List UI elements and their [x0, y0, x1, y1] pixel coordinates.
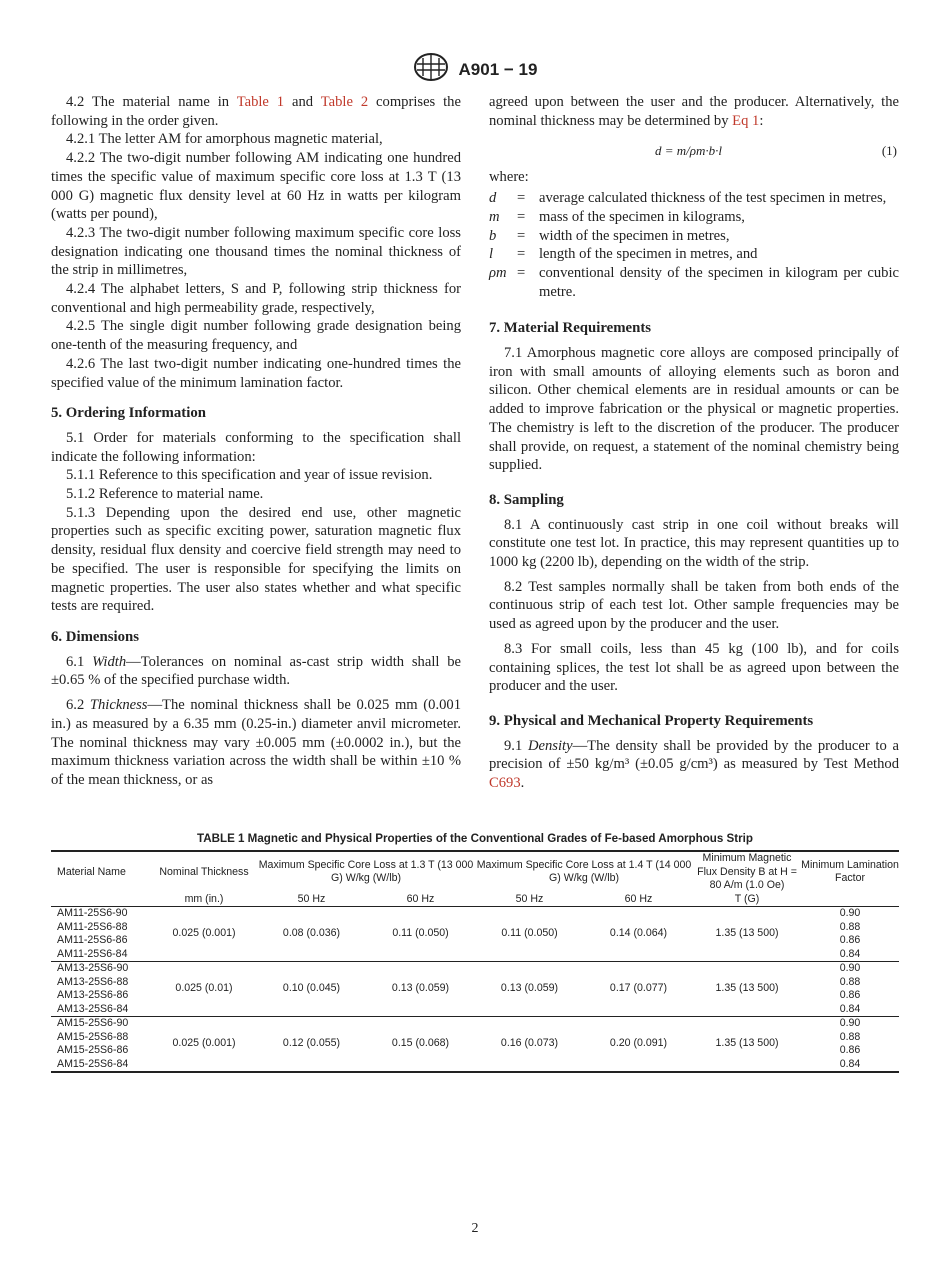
paragraph-5-1-2: 5.1.2 Reference to material name. [66, 486, 264, 503]
paragraph-5-1: 5.1 Order for materials conforming to the specification shall indicate the following information: [51, 429, 461, 465]
table-row: AM13-25S6-84 0.84 [51, 1003, 899, 1017]
paragraph-4-2-1: 4.2.1 The letter AM for amorphous magnetic material, [66, 131, 383, 148]
header-min-flux: Minimum Magnetic Flux Density B at H = 80 A/m (1.0 Oe) [693, 851, 801, 893]
left-column [51, 93, 461, 790]
equation-1 [489, 138, 899, 164]
properties-table [51, 850, 899, 1073]
paragraph-5-1-1: 5.1.1 Reference to this specification and year of issue revision. [66, 467, 433, 484]
header-min-lamination: Minimum Lamination Factor [801, 851, 899, 893]
table-row: AM11-25S6-84 0.84 [51, 948, 899, 962]
table-row: AM11-25S6-86 0.86 [57, 934, 861, 946]
definition-b: b = width of the specimen in metres, [489, 227, 730, 244]
paragraph-8-2: 8.2 Test samples normally shall be taken from both ends of the continuous strip of each test lot. Other sample frequencies may be used as agreed upon by the producer and the user. [489, 578, 899, 633]
header-core-loss-14: Maximum Specific Core Loss at 1.4 T (14 000 G) W/kg (W/lb) [475, 851, 693, 893]
paragraph-7-1: 7.1 Amorphous magnetic core alloys are composed principally of iron with small amounts of alloying elements such as boron and silicon. Other chemical elements are in residual amounts or can be added to improve fabrication or the physical or magnetic properties. The chemistry is left to the discretion of the producer. The producer shall provide, on request, a statement of the nominal chemistry being supplied. [489, 345, 899, 474]
unit-50hz-b: 50 Hz [475, 893, 584, 907]
paragraph-4-2: 4.2 The material name in Table 1 and Table 2 comprises the following in the order given. [51, 94, 461, 129]
section-8-heading: 8. Sampling [489, 491, 564, 508]
page-header [0, 52, 950, 87]
table-row: AM13-25S6-86 0.86 [57, 989, 861, 1001]
section-9-heading: 9. Physical and Mechanical Property Requirements [489, 712, 814, 729]
paragraph-6-2: 6.2 Thickness—The nominal thickness shall be 0.025 mm (0.001 in.) as measured by a 6.35 mm (0.25-in.) diameter anvil micrometer. The nominal thickness may vary ±0.005 mm (±0.0002 in.), but the maximum thickness variation across the width shall be within ±10 % of the mean thickness, or as [51, 697, 461, 788]
definition-d: d = average calculated thickness of the test specimen in metres, [489, 190, 887, 207]
table-row: AM13-25S6-88 0.88 [57, 975, 861, 988]
unit-thickness: mm (in.) [151, 893, 257, 907]
table-1-link[interactable]: Table 1 [236, 94, 285, 110]
page-number: 2 [471, 1221, 479, 1236]
table-2-link[interactable]: Table 2 [320, 94, 369, 110]
definition-rho: ρm = conventional density of the specimen in kilogram per cubic metre. [489, 264, 899, 300]
table-row: AM15-25S6-86 0.86 [57, 1044, 861, 1056]
unit-flux: T (G) [693, 893, 801, 907]
right-column [489, 93, 899, 793]
definition-m: m = mass of the specimen in kilograms, [489, 208, 745, 225]
table-row: AM15-25S6-84 0.84 [51, 1058, 899, 1073]
paragraph-4-2-3: 4.2.3 The two-digit number following maximum specific core loss designation indicating one thousand times the nominal thickness of the strip in millimetres, [51, 224, 461, 279]
paragraph-9-1: 9.1 Density—The density shall be provided by the producer to a precision of ±50 kg/m³ (±0.05 g/cm³) as measured by Test Method C693. [489, 737, 899, 792]
section-5-heading: 5. Ordering Information [51, 405, 206, 422]
c693-link[interactable]: C693 [489, 775, 521, 792]
definition-l: l = length of the specimen in metres, and [489, 246, 758, 263]
paragraph-4-2-5: 4.2.5 The single digit number following grade designation being one-tenth of the measuring frequency, and [51, 318, 461, 354]
paragraph-5-1-3: 5.1.3 Depending upon the desired end use, other magnetic properties such as specific exciting power, saturation magnetic flux density, residual flux density and coercive field strength may need to be specified. The user is responsible for specifying the limits on magnetic properties. The user also states whether and what specific tests are required. [51, 504, 461, 615]
header-material-name: Material Name [51, 851, 151, 893]
header-nominal-thickness: Nominal Thickness [151, 851, 257, 893]
paragraph-6-1: 6.1 Width—Tolerances on nominal as-cast strip width shall be ±0.65 % of the specified purchase width. [51, 653, 462, 689]
section-7-heading: 7. Material Requirements [489, 320, 652, 337]
table-row: AM15-25S6-90 0.025 (0.001) 0.12 (0.055) 0.15 (0.068) 0.16 (0.073) 0.20 (0.091) 1.35 (13 500) 0.90 [51, 1017, 899, 1031]
table-1 [51, 832, 899, 1073]
unit-60hz-b: 60 Hz [584, 893, 693, 907]
table-row: AM11-25S6-88 0.88 [57, 920, 861, 933]
header-core-loss-13: Maximum Specific Core Loss at 1.3 T (13 000 G) W/kg (W/lb) [257, 851, 475, 893]
table-row: AM11-25S6-90 0.025 (0.001) 0.08 (0.036) 0.11 (0.050) 0.11 (0.050) 0.14 (0.064) 1.35 (13 500) 0.90 [51, 907, 899, 921]
equation-formula: d = m/ρm·b·l [655, 143, 723, 159]
table-row: AM15-25S6-88 0.88 [57, 1030, 861, 1043]
paragraph-6-2-continued: agreed upon between the user and the producer. Alternatively, the nominal thickness may be determined by Eq 1: [489, 94, 899, 129]
paragraph-8-3: 8.3 For small coils, less than 45 kg (100 lb), and for coils containing splices, the test lot shall be as agreed upon between the producer and the user. [489, 640, 899, 695]
unit-60hz-a: 60 Hz [366, 893, 475, 907]
table-row: AM13-25S6-90 0.025 (0.01) 0.10 (0.045) 0.13 (0.059) 0.13 (0.059) 0.17 (0.077) 1.35 (13 500) 0.90 [51, 962, 899, 976]
astm-logo-icon [413, 52, 449, 87]
paragraph-4-2-4: 4.2.4 The alphabet letters, S and P, following strip thickness for conventional and high permeability grade, respectively, [51, 281, 461, 316]
equation-number: (1) [881, 143, 897, 159]
variable-definitions [489, 189, 899, 301]
eq-1-link[interactable]: Eq 1 [732, 112, 760, 129]
paragraph-4-2-2: 4.2.2 The two-digit number following AM indicating one hundred times the specific value of maximum specific core loss at 1.3 T (13 000 G) magnetic flux density level at 60 Hz in watts per kilogram (watts per pound), [51, 150, 461, 223]
section-6-heading: 6. Dimensions [51, 628, 139, 645]
unit-50hz-a: 50 Hz [257, 893, 366, 907]
table-title: TABLE 1 Magnetic and Physical Properties of the Conventional Grades of Fe-based Amorphous Strip [197, 832, 753, 845]
paragraph-8-1: 8.1 A continuously cast strip in one coil without breaks will constitute one test lot. In practice, this may represent quantities up to 1000 kg (2200 lb), depending on the width of the strip. [489, 516, 899, 571]
where-label: where: [489, 169, 529, 186]
paragraph-4-2-6: 4.2.6 The last two-digit number indicating one-hundred times the specified value of the minimum lamination factor. [51, 355, 461, 391]
document-id: A901 − 19 [458, 59, 538, 79]
